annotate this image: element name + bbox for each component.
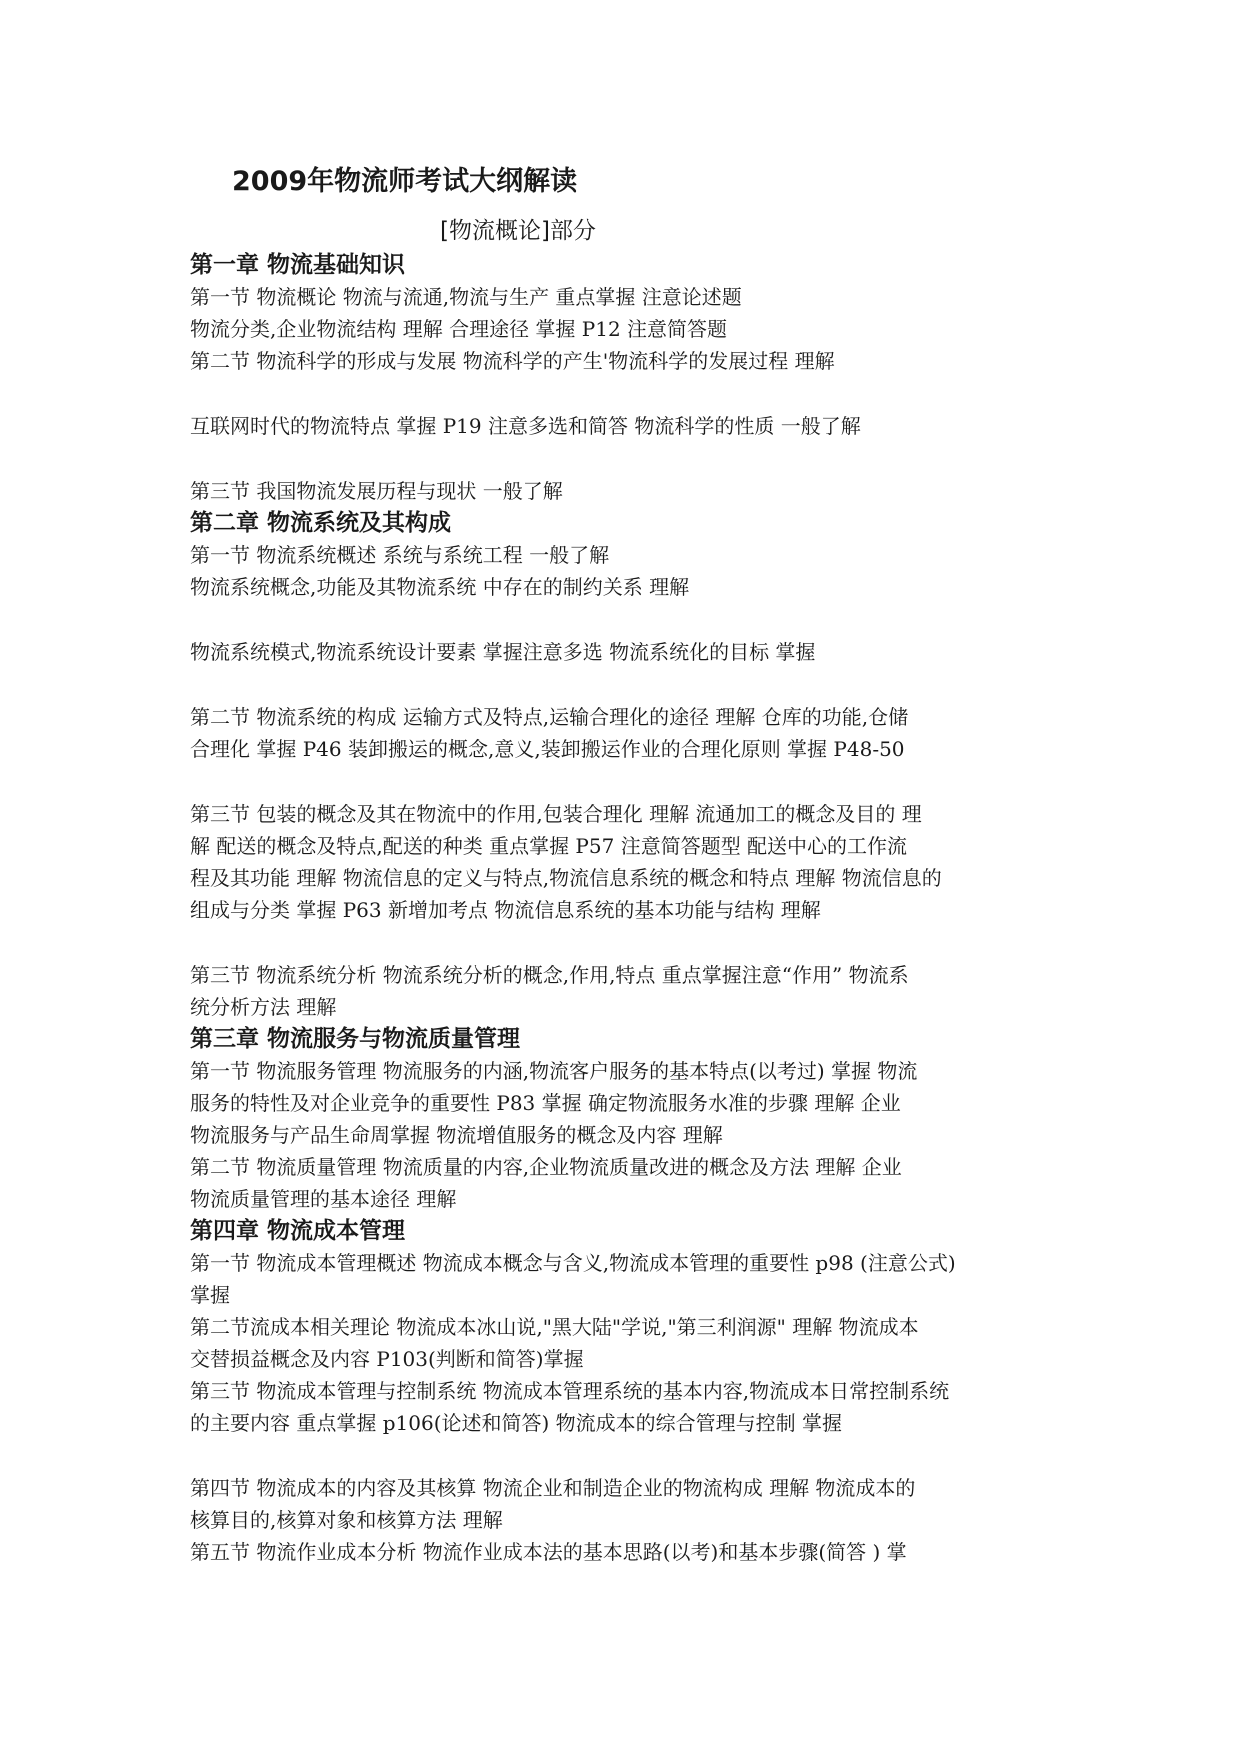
text-line: 程及其功能 理解 物流信息的定义与特点,物流信息系统的概念和特点 理解 物流信息的 [190, 866, 942, 890]
text-line: 第三节 包装的概念及其在物流中的作用,包装合理化 理解 流通加工的概念及目的 理 [190, 802, 922, 826]
text-line: 第二节 物流系统的构成 运输方式及特点,运输合理化的途径 理解 仓库的功能,仓储 [190, 705, 909, 729]
text-line: 统分析方法 理解 [190, 995, 337, 1019]
text-line: 第三节 物流成本管理与控制系统 物流成本管理系统的基本内容,物流成本日常控制系统 [190, 1379, 950, 1403]
text-line: 第一节 物流概论 物流与流通,物流与生产 重点掌握 注意论述题 [190, 285, 742, 309]
document-title: 2009年物流师考试大纲解读 [232, 166, 578, 197]
text-line: 的主要内容 重点掌握 p106(论述和简答) 物流成本的综合管理与控制 掌握 [190, 1411, 843, 1435]
text-line: 物流服务与产品生命周掌握 物流增值服务的概念及内容 理解 [190, 1123, 723, 1147]
text-line: 解 配送的概念及特点,配送的种类 重点掌握 P57 注意简答题型 配送中心的工作流 [190, 834, 908, 858]
text-line: 物流系统模式,物流系统设计要素 掌握注意多选 物流系统化的目标 掌握 [190, 640, 816, 664]
chapter-heading: 第三章 物流服务与物流质量管理 [190, 1026, 521, 1052]
text-line: 合理化 掌握 P46 装卸搬运的概念,意义,装卸搬运作业的合理化原则 掌握 P48-50 [190, 737, 905, 761]
text-line: 物流系统概念,功能及其物流系统 中存在的制约关系 理解 [190, 575, 690, 599]
text-line: 核算目的,核算对象和核算方法 理解 [190, 1508, 503, 1532]
chapter-heading: 第一章 物流基础知识 [190, 252, 406, 278]
chapter-heading: 第四章 物流成本管理 [190, 1218, 406, 1244]
text-line: 服务的特性及对企业竞争的重要性 P83 掌握 确定物流服务水准的步骤 理解 企业 [190, 1091, 901, 1115]
text-line: 掌握 [190, 1283, 230, 1307]
text-line: 第一节 物流系统概述 系统与系统工程 一般了解 [190, 543, 610, 567]
text-line: 第三节 物流系统分析 物流系统分析的概念,作用,特点 重点掌握注意“作用” 物流系 [190, 963, 909, 987]
text-line: 第四节 物流成本的内容及其核算 物流企业和制造企业的物流构成 理解 物流成本的 [190, 1476, 916, 1500]
text-line: 第五节 物流作业成本分析 物流作业成本法的基本思路(以考)和基本步骤(简答 ) 掌 [190, 1540, 907, 1564]
text-line: 物流分类,企业物流结构 理解 合理途径 掌握 P12 注意简答题 [190, 317, 728, 341]
chapter-heading: 第二章 物流系统及其构成 [190, 510, 452, 536]
document-subtitle: [物流概论]部分 [440, 218, 596, 244]
text-line: 第二节流成本相关理论 物流成本冰山说,"黑大陆"学说,"第三利润源" 理解 物流成本 [190, 1315, 919, 1339]
text-line: 第一节 物流服务管理 物流服务的内涵,物流客户服务的基本特点(以考过) 掌握 物流 [190, 1059, 918, 1083]
text-line: 第一节 物流成本管理概述 物流成本概念与含义,物流成本管理的重要性 p98 (注意公式) [190, 1251, 956, 1275]
text-line: 组成与分类 掌握 P63 新增加考点 物流信息系统的基本功能与结构 理解 [190, 898, 821, 922]
text-line: 物流质量管理的基本途径 理解 [190, 1187, 457, 1211]
text-line: 交替损益概念及内容 P103(判断和简答)掌握 [190, 1347, 584, 1371]
text-line: 第二节 物流质量管理 物流质量的内容,企业物流质量改进的概念及方法 理解 企业 [190, 1155, 902, 1179]
text-line: 第二节 物流科学的形成与发展 物流科学的产生'物流科学的发展过程 理解 [190, 349, 835, 373]
text-line: 互联网时代的物流特点 掌握 P19 注意多选和简答 物流科学的性质 一般了解 [190, 414, 861, 438]
text-line: 第三节 我国物流发展历程与现状 一般了解 [190, 479, 563, 503]
